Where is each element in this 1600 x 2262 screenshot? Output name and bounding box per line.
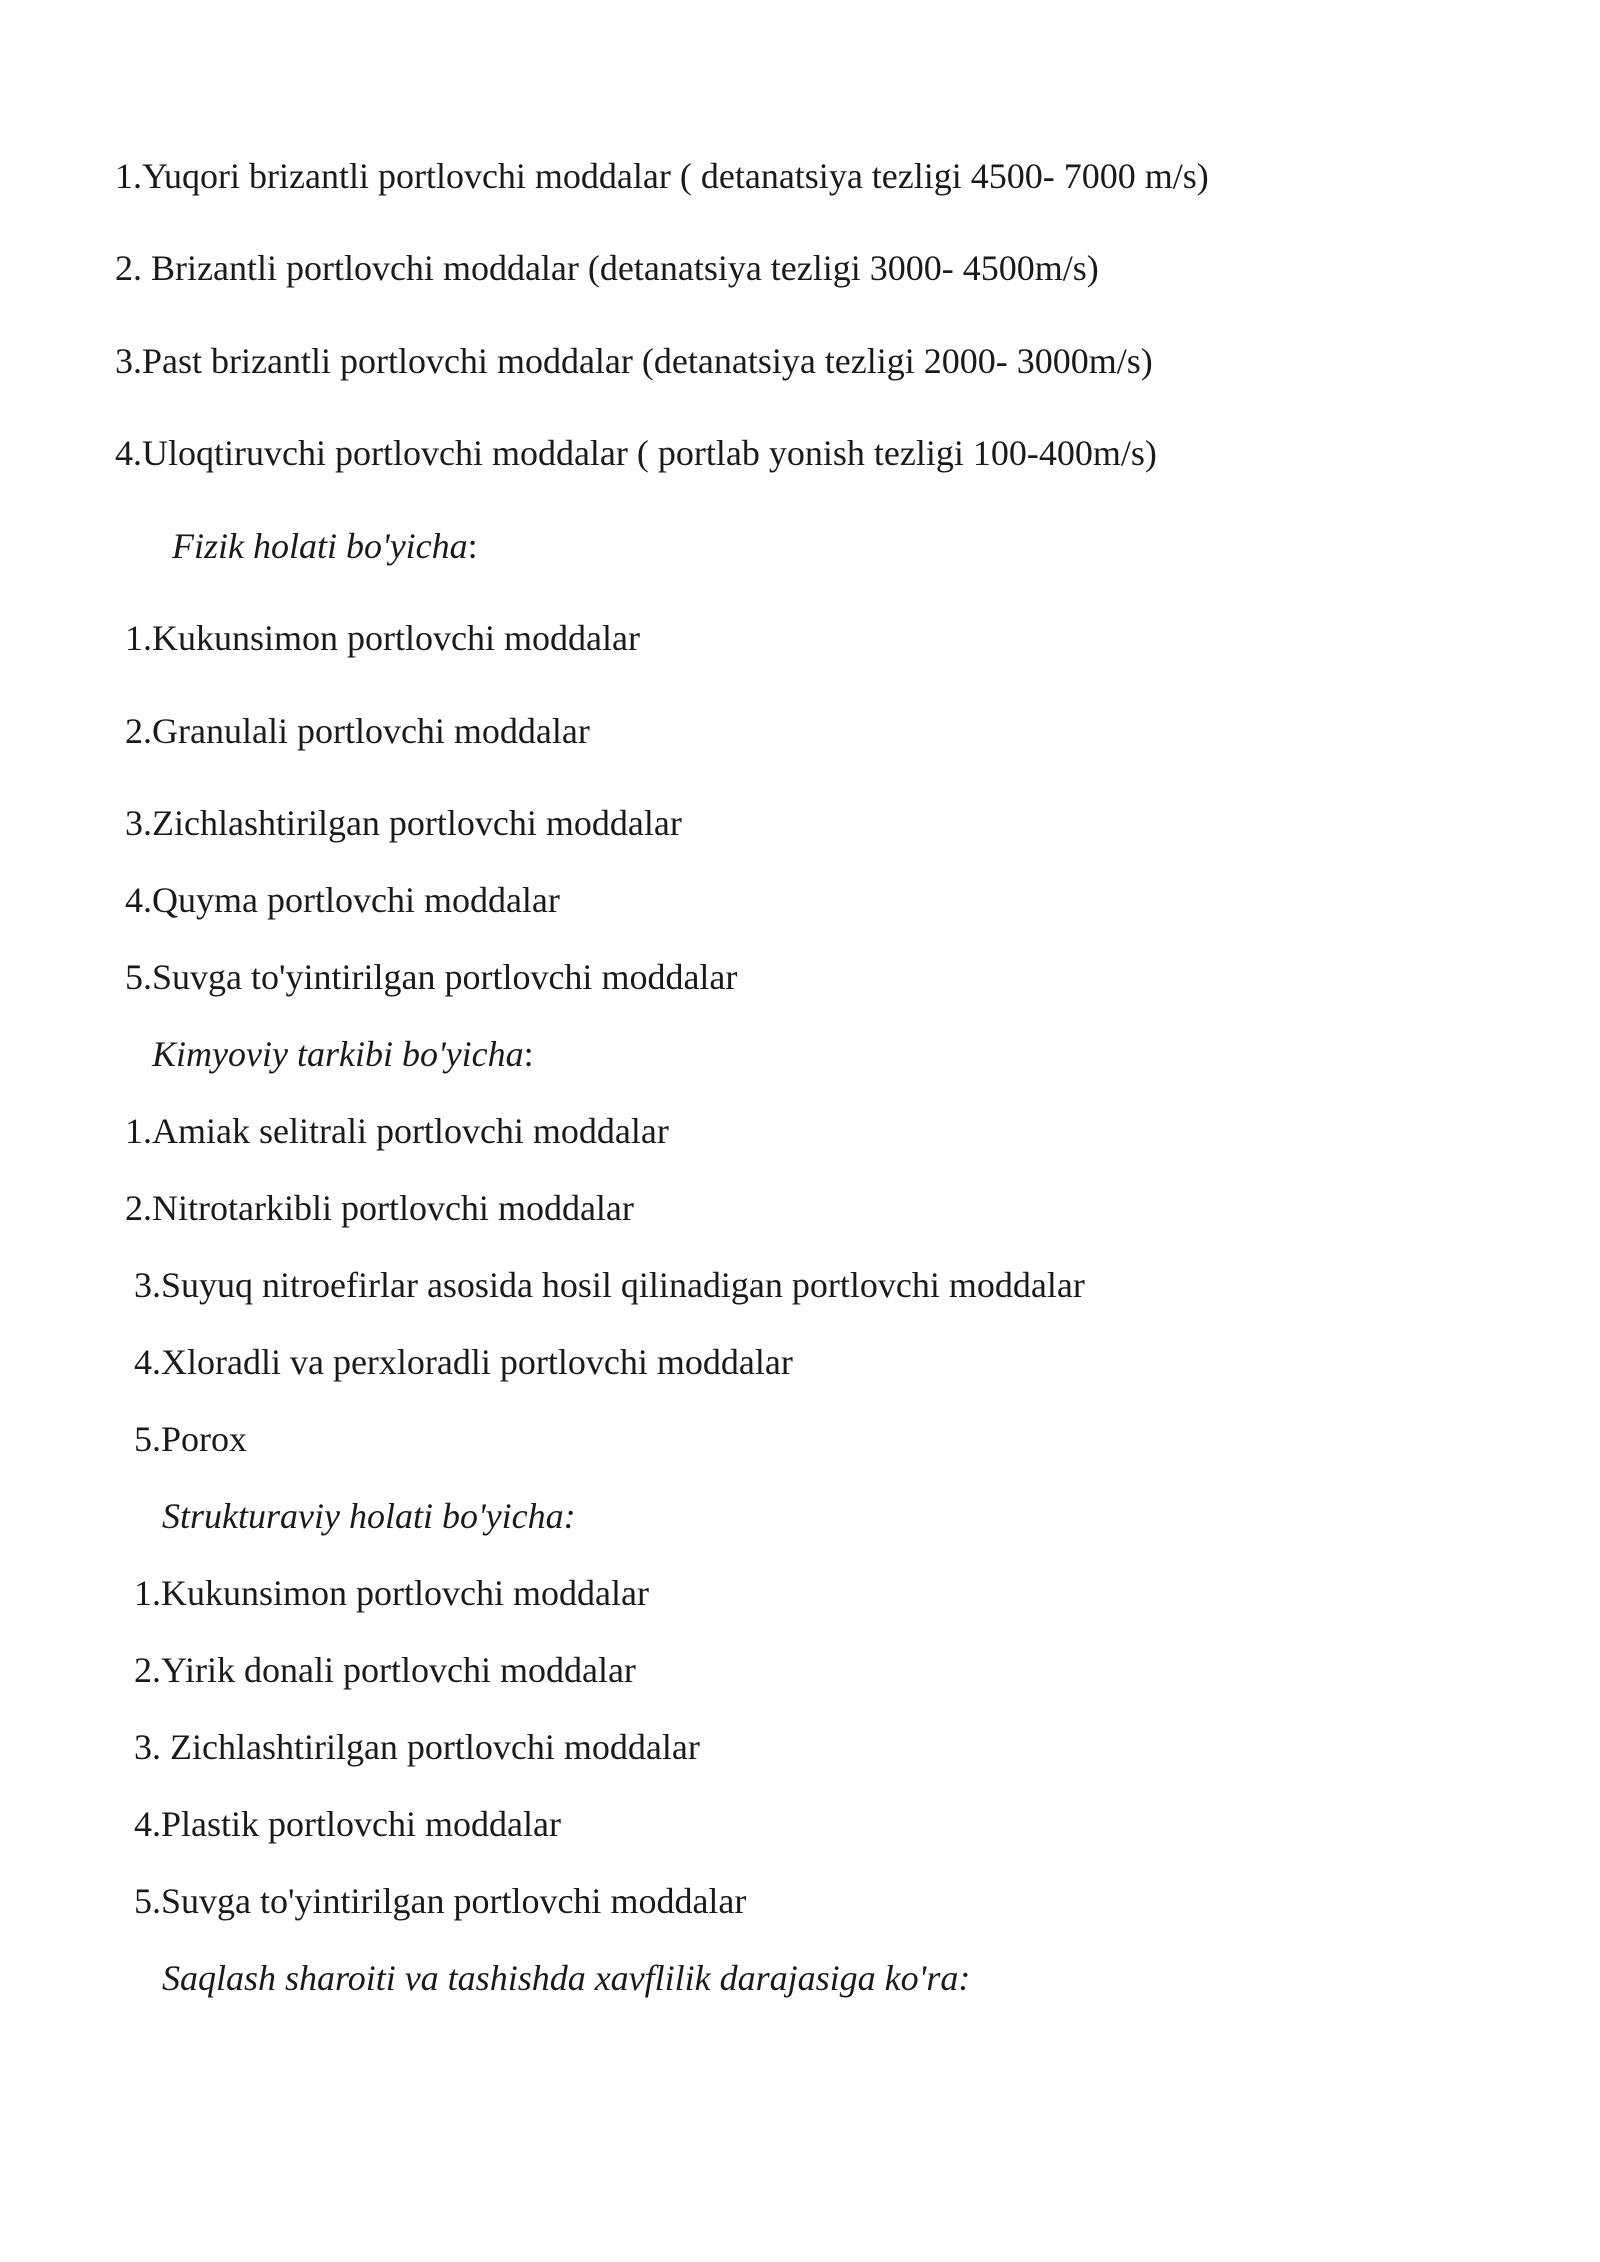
- chemical-composition-heading: [152, 1032, 534, 1076]
- chemical-composition-heading-text: Kimyoviy tarkibi bo'yicha: [152, 1034, 524, 1074]
- chemical-composition-item-2: 2.Nitrotarkibli portlovchi moddalar: [125, 1188, 634, 1228]
- chemical-composition-item-4: 4.Xloradli va perxloradli portlovchi moddalar: [134, 1342, 793, 1382]
- velocity-item-3: 3.Past brizantli portlovchi moddalar (detanatsiya tezligi 2000- 3000m/s): [115, 341, 1153, 381]
- velocity-item-4: 4.Uloqtiruvchi portlovchi moddalar ( portlab yonish tezligi 100-400m/s): [115, 433, 1157, 473]
- physical-state-item-5: 5.Suvga to'yintirilgan portlovchi moddalar: [125, 957, 738, 997]
- structural-state-item-1: 1.Kukunsimon portlovchi moddalar: [134, 1573, 649, 1613]
- structural-state-item-2: 2.Yirik donali portlovchi moddalar: [134, 1650, 636, 1690]
- chemical-composition-heading-colon: :: [523, 1034, 534, 1074]
- physical-state-item-2: 2.Granulali portlovchi moddalar: [125, 711, 590, 751]
- chemical-composition-item-5: 5.Porox: [134, 1419, 248, 1459]
- structural-state-item-5: 5.Suvga to'yintirilgan portlovchi moddalar: [134, 1881, 747, 1921]
- structural-state-item-3: 3. Zichlashtirilgan portlovchi moddalar: [134, 1727, 700, 1767]
- storage-hazard-heading: Saqlash sharoiti va tashishda xavflilik darajasiga ko'ra:: [162, 1958, 971, 1998]
- physical-state-heading: [172, 524, 478, 568]
- velocity-item-1: 1.Yuqori brizantli portlovchi moddalar ( detanatsiya tezligi 4500- 7000 m/s): [115, 156, 1209, 196]
- physical-state-item-3: 3.Zichlashtirilgan portlovchi moddalar: [125, 803, 682, 843]
- chemical-composition-item-1: 1.Amiak selitrali portlovchi moddalar: [125, 1111, 669, 1151]
- chemical-composition-item-3: 3.Suyuq nitroefirlar asosida hosil qilinadigan portlovchi moddalar: [134, 1265, 1085, 1305]
- physical-state-item-4: 4.Quyma portlovchi moddalar: [125, 880, 560, 920]
- physical-state-heading-text: Fizik holati bo'yicha: [172, 526, 468, 566]
- structural-state-heading: Strukturaviy holati bo'yicha:: [162, 1496, 576, 1536]
- velocity-item-2: 2. Brizantli portlovchi moddalar (detanatsiya tezligi 3000- 4500m/s): [115, 248, 1099, 288]
- structural-state-item-4: 4.Plastik portlovchi moddalar: [134, 1804, 561, 1844]
- physical-state-heading-colon: :: [467, 526, 478, 566]
- physical-state-item-1: 1.Kukunsimon portlovchi moddalar: [125, 618, 640, 658]
